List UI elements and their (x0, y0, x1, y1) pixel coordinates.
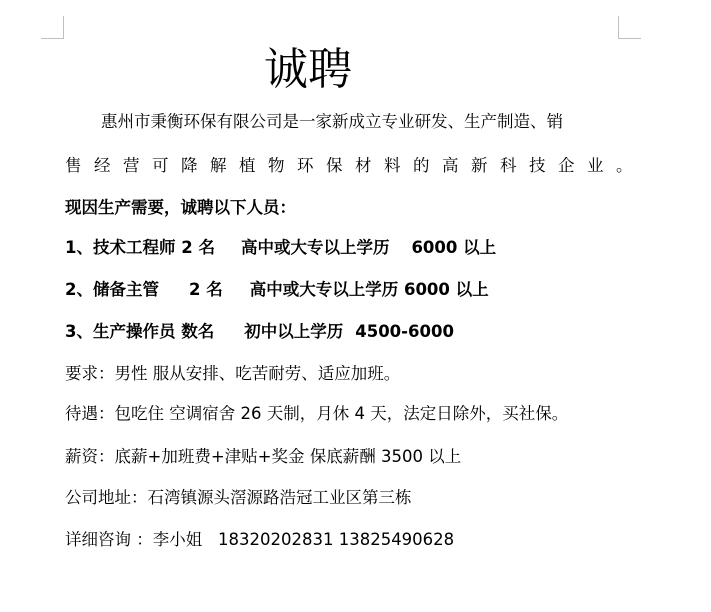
contact-line: 详细咨询 ：李小姐 18320202831 13825490628 (65, 530, 455, 549)
position-count: 2 名 (188, 280, 223, 299)
position-salary: 6000 以上 (411, 238, 497, 257)
position-row-1 (65, 236, 496, 260)
pay-line: 薪资：底薪+加班费+津贴+奖金 保底薪酬 3500 以上 (65, 447, 462, 466)
page-corner-mark-right (618, 16, 641, 39)
position-education: 高中或大专以上学历 6000 以上 (249, 280, 489, 299)
position-education: 高中或大专以上学历 (240, 238, 390, 257)
position-row-2 (65, 278, 489, 302)
address-line: 公司地址：石湾镇源头滘源路浩冠工业区第三栋 (65, 488, 412, 507)
hiring-lead: 现因生产需要，诚聘以下人员： (65, 198, 296, 217)
position-title: 3、生产操作员 数名 (65, 322, 215, 341)
position-education: 初中以上学历 (244, 322, 344, 341)
intro-line-1: 惠州市秉衡环保有限公司是一家新成立专业研发、生产制造、销 (101, 112, 563, 131)
page-title: 诚聘 (264, 44, 352, 95)
intro-line-2: 售经营可降解植物环保材料的高新科技企业。 (65, 156, 645, 175)
position-title: 1、技术工程师 2 名 (65, 238, 215, 257)
position-row-3 (65, 320, 454, 344)
position-salary: 4500-6000 (355, 322, 454, 341)
position-title: 2、储备主管 (65, 280, 159, 299)
requirements-line: 要求：男性 服从安排、吃苦耐劳、适应加班。 (65, 364, 401, 383)
page-corner-mark-left (41, 16, 64, 39)
benefits-line: 待遇：包吃住 空调宿舍 26 天制，月休 4 天，法定日除外，买社保。 (65, 404, 569, 423)
